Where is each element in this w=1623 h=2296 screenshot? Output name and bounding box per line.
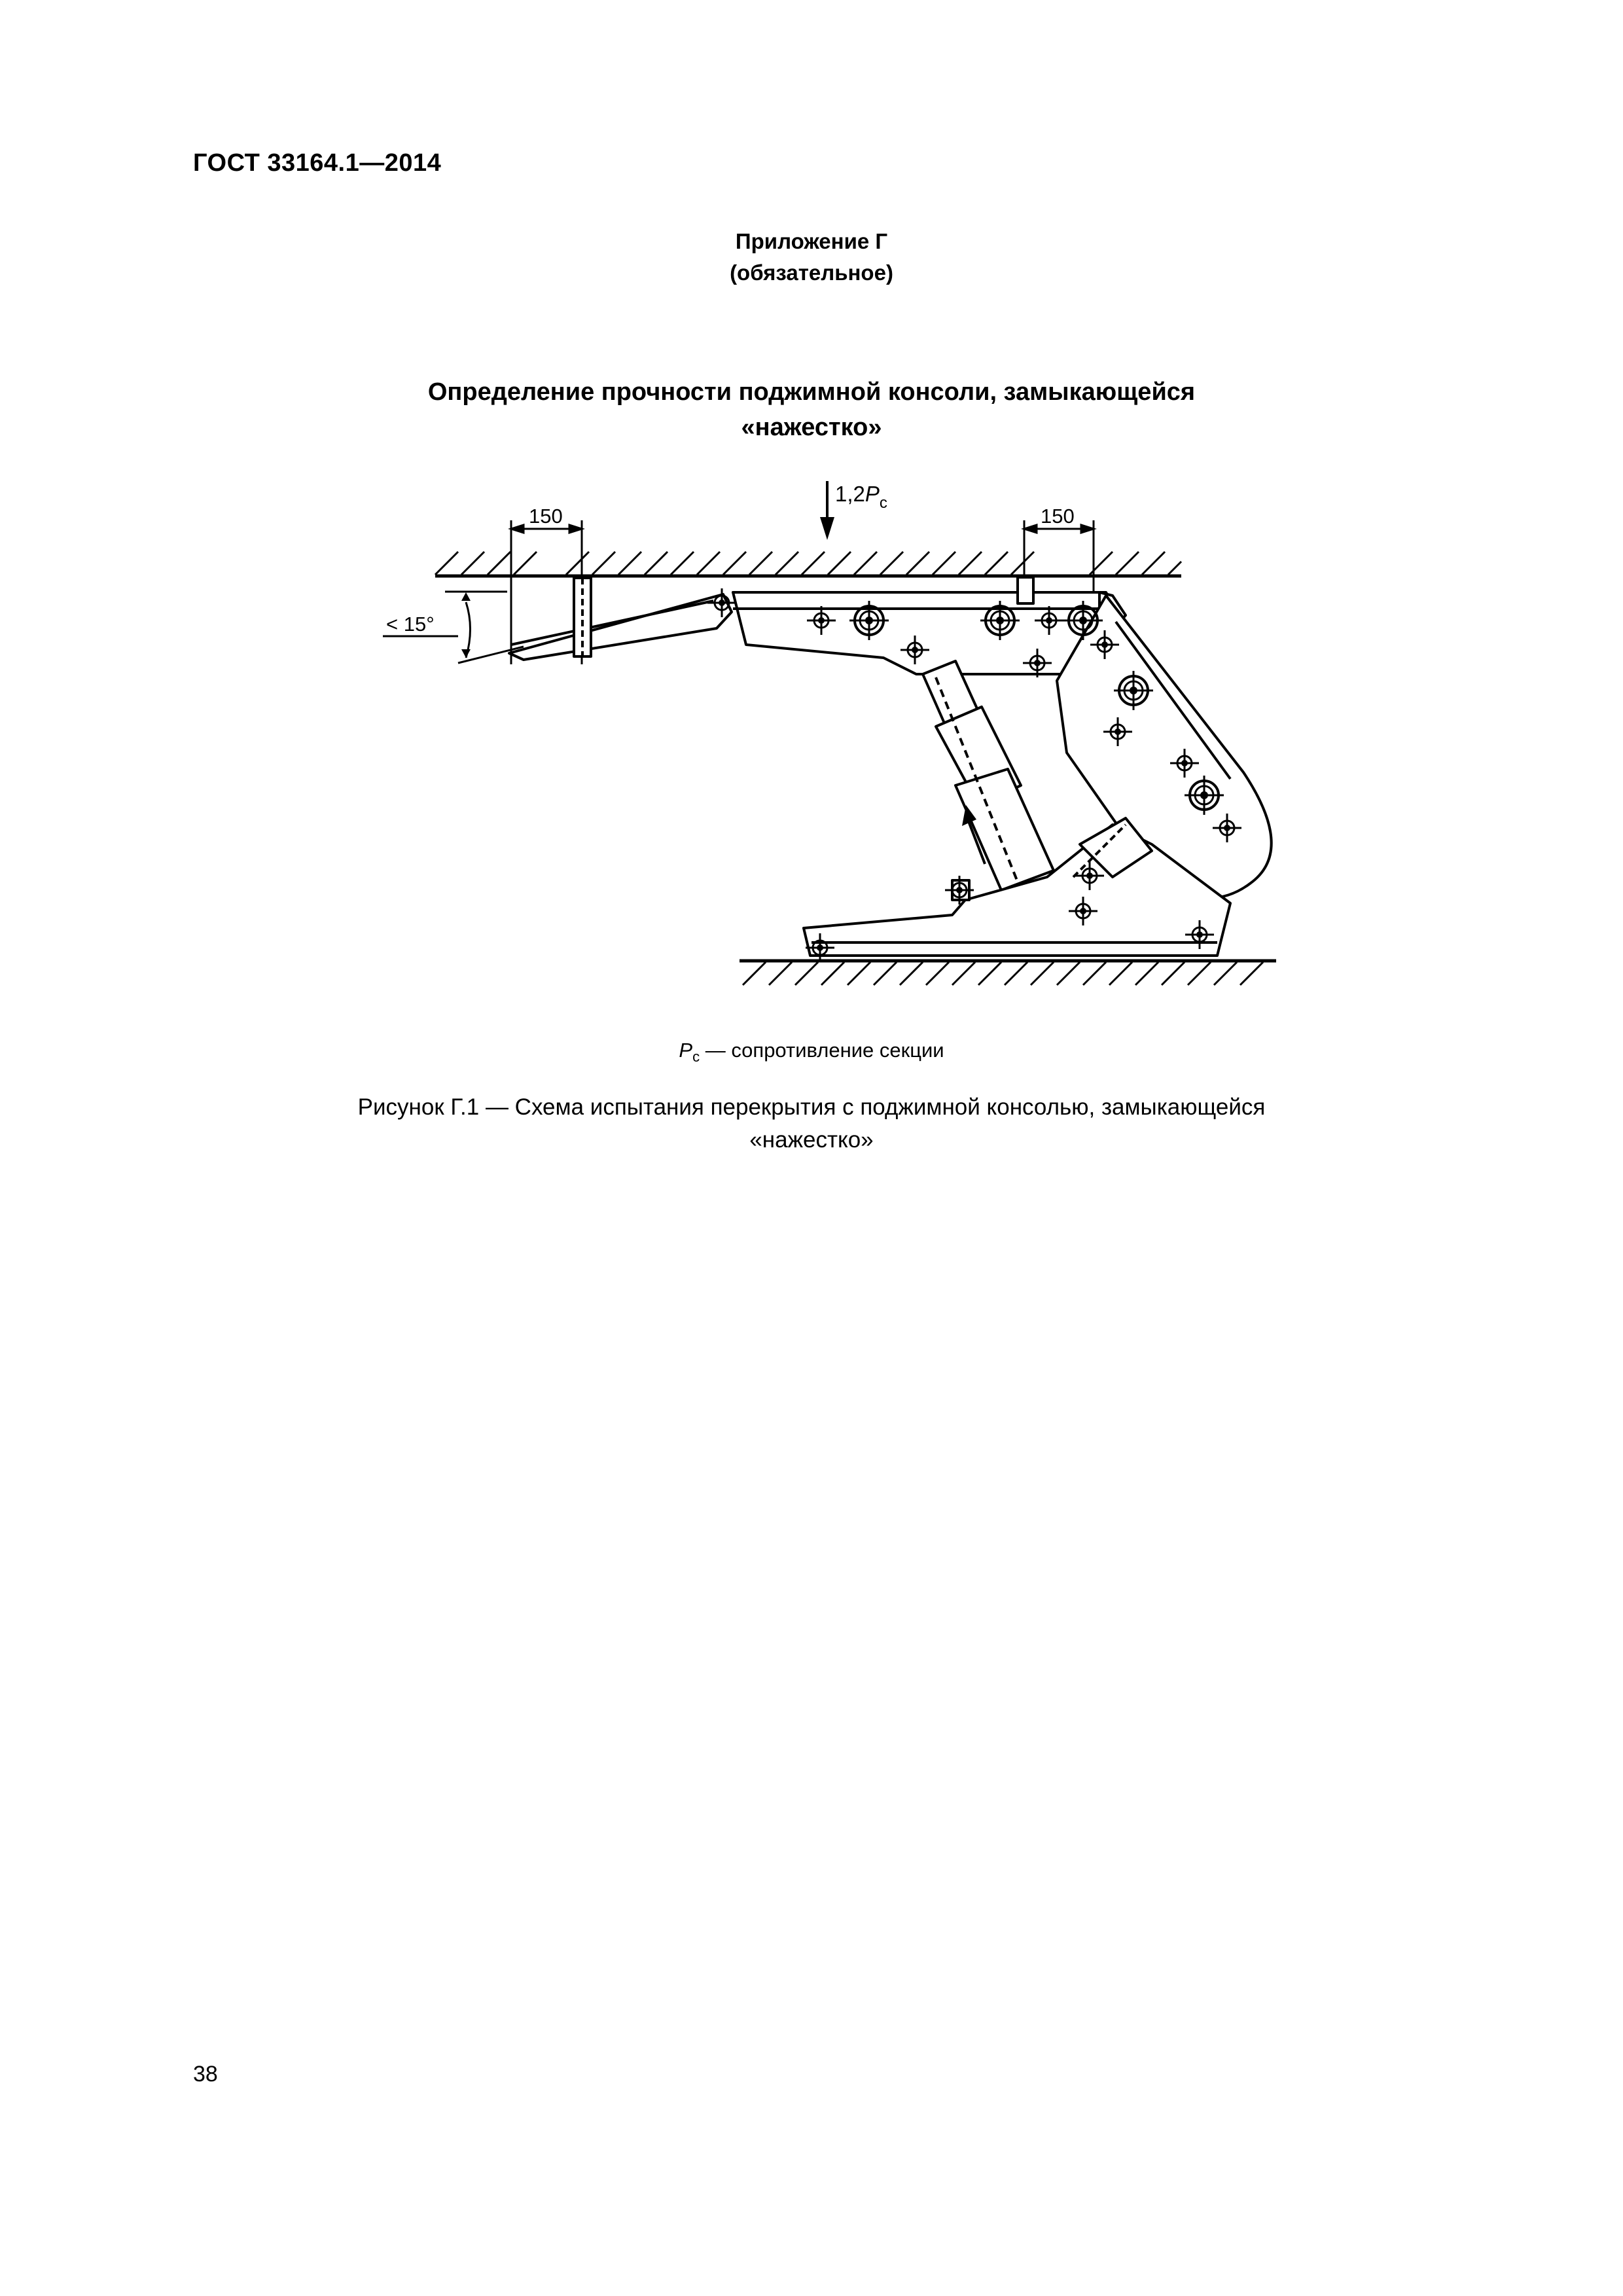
section-title-line-1: Определение прочности поджимной консоли, замыкающейся <box>427 378 1196 406</box>
annex-title: Приложение Г <box>735 229 888 253</box>
left-dimension-value: 150 <box>529 505 563 528</box>
legend-subscript: с <box>692 1049 700 1066</box>
angle-label: < 15° <box>386 613 435 636</box>
section-title-line-2: «нажестко» <box>741 414 882 441</box>
figure-caption-line-1: Рисунок Г.1 — Схема испытания перекрытия с поджимной консолью, замыкающейся <box>357 1094 1266 1120</box>
document-code: ГОСТ 33164.1—2014 <box>193 149 442 177</box>
right-dimension-value: 150 <box>1041 505 1075 528</box>
figure-legend <box>0 1039 1623 1066</box>
hydraulic-leg <box>923 661 1054 897</box>
figure-caption-line-2: «нажестко» <box>749 1127 874 1153</box>
annex-status: (обязательное) <box>730 260 893 285</box>
load-label: $1,2P_c$ <box>835 482 887 512</box>
floor-surface <box>740 961 1276 985</box>
load-arrow <box>820 481 834 540</box>
page-number: 38 <box>193 2062 218 2087</box>
roof-surface <box>435 552 1181 576</box>
figure-caption <box>0 1091 1623 1157</box>
legend-symbol: P <box>679 1039 693 1062</box>
legend-text: — сопротивление секции <box>700 1039 944 1062</box>
